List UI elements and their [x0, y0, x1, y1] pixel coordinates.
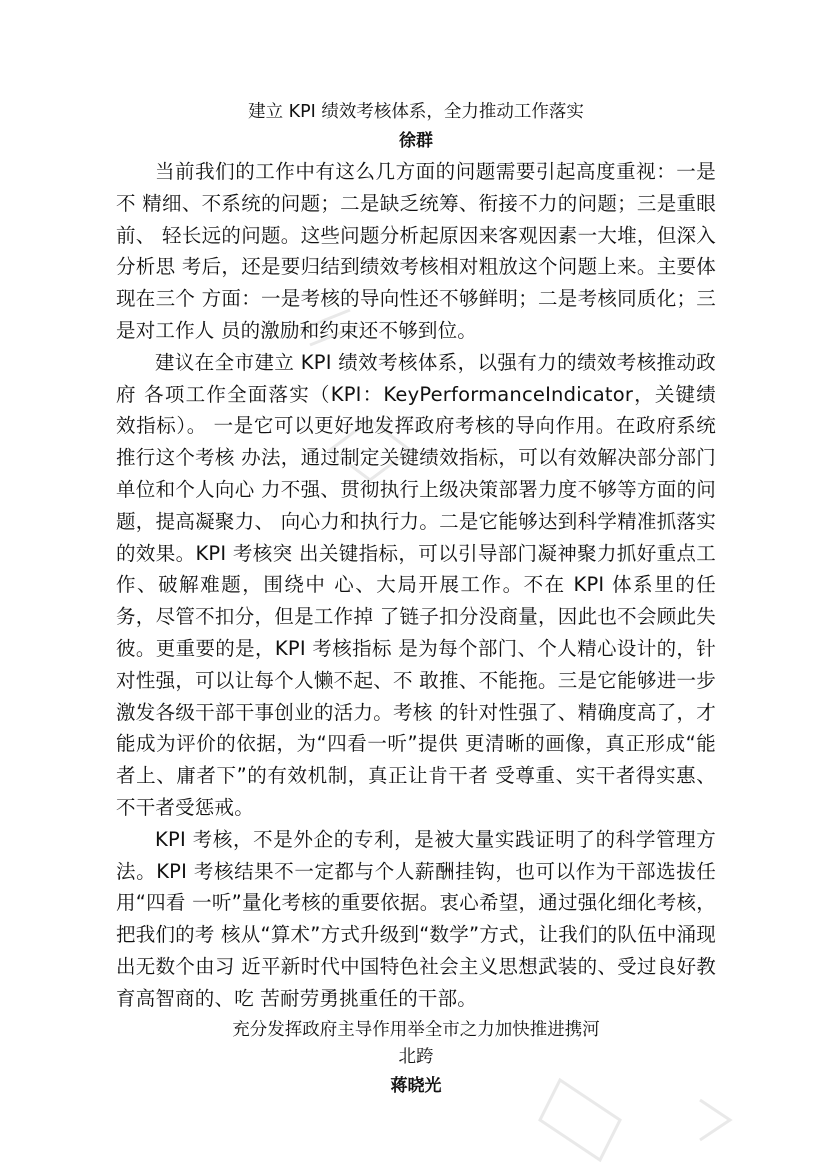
document-page — [116, 98, 716, 1101]
article-author: 徐群 — [399, 131, 433, 151]
paragraph-2: 建议在全市建立 KPI 绩效考核体系，以强有力的绩效考核推动政府 各项工作全面落实（KPI：KeyPerformanceIndicator，关键绩效指标）。 一是它可以更好地发挥政府考核的导向作用。在政府系统推行这个考核 办法，通过制定关键绩效指标，可以有效解决部分部门单位和个人向心 力不强、贯彻执行上级决策部署力度不够等方面的问题，提高凝聚力、 向心力和执行力。二是它能够达到科学精准抓落实的效果。KPI 考核突 出关键指标，可以引导部门凝神聚力抓好重点工作、破解难题，围绕中 心、大局开展工作。不在 KPI 体系里的任务，尽管不扣分，但是工作掉 了链子扣分没商量，因此也不会顾此失彼。更重要的是，KPI 考核指标 是为每个部门、个人精心设计的，针对性强，可以让每个人懒不起、不 敢推、不能拖。三是它能够进一步激发各级干部干事创业的活力。考核 的针对性强了、精确度高了，才能成为评价的依据，为“四看一听”提供 更清晰的画像，真正形成“能者上、庸者下”的有效机制，真正让肯干者 受尊重、实干者得实惠、不干者受惩戒。 — [116, 350, 716, 819]
article-title: 建立 KPI 绩效考核体系，全力推动工作落实 — [248, 102, 584, 122]
second-article-title-line-1: 充分发挥政府主导作用举全市之力加快推进携河 — [232, 1019, 600, 1040]
second-article-title — [116, 1017, 716, 1071]
second-article-author: 蒋晓光 — [390, 1075, 442, 1096]
paragraph-1: 当前我们的工作中有这么几方面的问题需要引起高度重视：一是不 精细、不系统的问题；二是缺乏统筹、衔接不力的问题；三是重眼前、 轻长远的问题。这些问题分析起原因来客观因素一大堆，但深入分析思 考后，还是要归结到绩效考核相对粗放这个问题上来。主要体现在三个 方面：一是考核的导向性还不够鲜明；二是考核同质化；三是对工作人 员的激励和约束还不够到位。 — [116, 160, 716, 342]
second-article-title-line-2: 北跨 — [398, 1046, 434, 1067]
paragraph-3: KPI 考核，不是外企的专利，是被大量实践证明了的科学管理方法。KPI 考核结果不一定都与个人薪酬挂钩，也可以作为干部选拔任用“四看 一听”量化考核的重要依据。衷心希望，通过强化细化考核，把我们的考 核从“算术”方式升级到“数学”方式，让我们的队伍中涌现出无数个由习 近平新时代中国特色社会主义思想武装的、受过良好教育高智商的、吃 苦耐劳勇挑重任的干部。 — [116, 827, 716, 1010]
